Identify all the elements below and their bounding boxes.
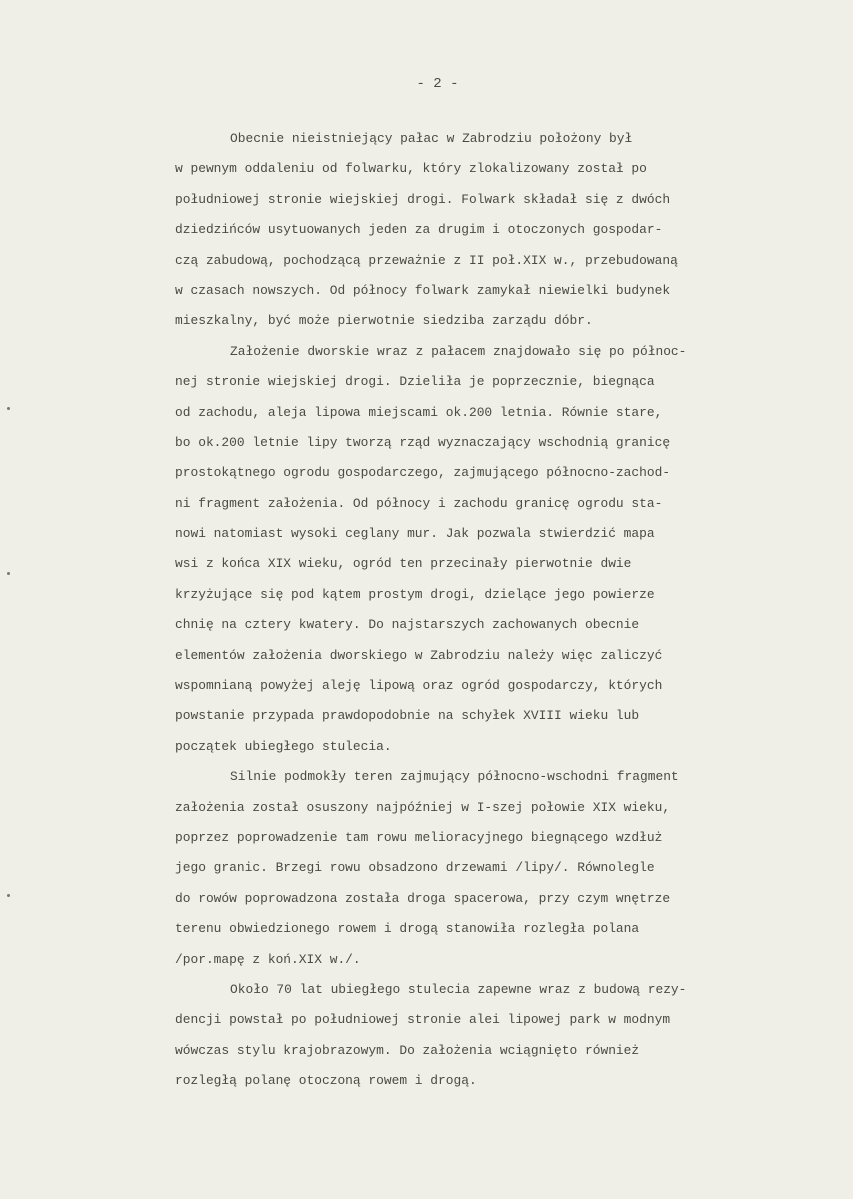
text-line: poprzez poprowadzenie tam rowu melioracyjnego biegnącego wzdłuż (175, 829, 663, 845)
text-line: dziedzińców usytuowanych jeden za drugim i otoczonych gospodar- (175, 222, 663, 238)
text-line: bo ok.200 letnie lipy tworzą rząd wyznaczający wschodnią granicę (175, 434, 671, 450)
text-line: Obecnie nieistniejący pałac w Zabrodziu położony był (230, 131, 633, 146)
text-line: wówczas stylu krajobrazowym. Do założenia wciągnięto również (175, 1042, 640, 1058)
punch-mark (7, 894, 10, 897)
text-line: nej stronie wiejskiej drogi. Dzieliła je poprzecznie, biegnąca (175, 374, 655, 390)
punch-mark (7, 407, 10, 410)
text-line: powstanie przypada prawdopodobnie na schyłek XVIII wieku lub (175, 708, 640, 724)
text-line: terenu obwiedzionego rowem i drogą stanowiła rozległa polana (175, 921, 640, 937)
text-line: Założenie dworskie wraz z pałacem znajdowało się po północ- (230, 343, 687, 359)
paragraph (175, 337, 835, 762)
text-line: od zachodu, aleja lipowa miejscami ok.200 letnia. Równie stare, (175, 404, 663, 420)
text-line: założenia został osuszony najpóźniej w I-szej połowie XIX wieku, (175, 799, 671, 815)
text-line: początek ubiegłego stulecia. (175, 738, 392, 754)
text-line: czą zabudową, pochodzącą przeważnie z II poł.XIX w., przebudowaną (175, 252, 678, 268)
text-line: w pewnym oddaleniu od folwarku, który zlokalizowany został po (175, 161, 647, 177)
text-line: chnię na cztery kwatery. Do najstarszych zachowanych obecnie (175, 617, 640, 633)
text-line: prostokątnego ogrodu gospodarczego, zajmującego północno-zachod- (175, 465, 671, 481)
text-line: wsi z końca XIX wieku, ogród ten przecinały pierwotnie dwie (175, 556, 632, 572)
text-line: Silnie podmokły teren zajmujący północno-wschodni fragment (230, 769, 679, 785)
text-line: w czasach nowszych. Od północy folwark zamykał niewielki budynek (175, 282, 671, 298)
page-number: - 2 - (416, 76, 459, 92)
text-line: Około 70 lat ubiegłego stulecia zapewne wraz z budową rezy- (230, 981, 687, 997)
text-line: /por.mapę z koń.XIX w./. (175, 951, 361, 967)
text-line: dencji powstał po południowej stronie alei lipowej park w modnym (175, 1012, 671, 1028)
paragraph (175, 975, 835, 1097)
text-line: mieszkalny, być może pierwotnie siedziba zarządu dóbr. (175, 313, 593, 329)
text-line: rozległą polanę otoczoną rowem i drogą. (175, 1073, 477, 1089)
paragraph (175, 762, 835, 975)
text-line: nowi natomiast wysoki ceglany mur. Jak pozwala stwierdzić mapa (175, 526, 655, 542)
text-line: do rowów poprowadzona została droga spacerowa, przy czym wnętrze (175, 890, 671, 906)
text-line: ni fragment założenia. Od północy i zachodu granicę ogrodu sta- (175, 495, 663, 511)
text-line: jego granic. Brzegi rowu obsadzono drzewami /lipy/. Równolegle (175, 860, 655, 876)
text-line: krzyżujące się pod kątem prostym drogi, dzielące jego powierze (175, 586, 655, 602)
punch-mark (7, 572, 10, 575)
document-body (175, 124, 835, 1097)
text-line: wspomnianą powyżej aleję lipową oraz ogród gospodarczy, których (175, 678, 663, 694)
text-line: elementów założenia dworskiego w Zabrodziu należy więc zaliczyć (175, 647, 663, 663)
paragraph (175, 124, 835, 337)
text-line: południowej stronie wiejskiej drogi. Folwark składał się z dwóch (175, 191, 671, 207)
